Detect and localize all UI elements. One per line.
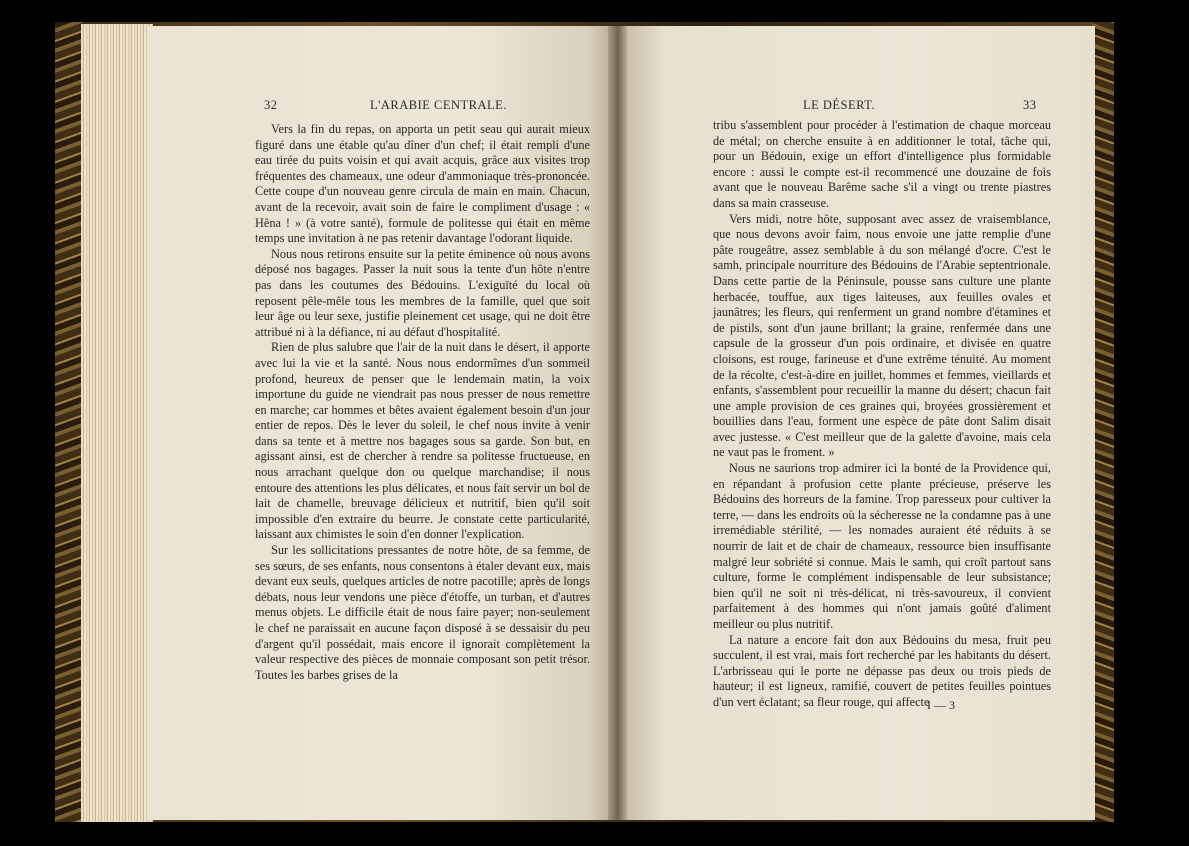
marbled-edge-right (1092, 22, 1114, 822)
right-page-body (713, 118, 1051, 711)
right-paragraph: tribu s'assemblent pour procéder à l'estimation de chaque morceau de métal; on cherche ensuite à en additionner le total, tâche qui, pour un Bédouin, exige un effort d'intelligence plus formidable encore : aussi le compte est-il recommencé une douzaine de fois avant que le nouveau Barême sache s'il a vingt ou trente piastres dans sa main crasseuse. (713, 118, 1051, 210)
left-page-body (255, 122, 590, 683)
right-running-head: LE DÉSERT. (803, 98, 876, 112)
left-page (147, 26, 612, 820)
left-paragraph: Nous nous retirons ensuite sur la petite éminence où nous avons déposé nos bagages. Passer la nuit sous la tente d'un hôte n'entre pas dans les coutumes des Bédouins. L'exiguïté du local où reposent pêle-mêle tous les membres de la famille, quel que soit leur âge ou leur sexe, justifie pleinement cet usage, qui ne doit être attribué ni à la défiance, ni au défaut d'hospitalité. (255, 246, 590, 339)
book-scan (55, 22, 1114, 822)
right-paragraph: La nature a encore fait don aux Bédouins du mesa, fruit peu succulent, il est vrai, mais fort recherché par les habitants du désert. L'arbrisseau qui le porte ne dépasse pas deux ou trois pieds de hauteur; il est ligneux, ramifié, couvert de petites feuilles pointues d'un vert éclatant; sa fleur rouge, qui affecte (713, 632, 1051, 709)
left-paragraph: Sur les sollicitations pressantes de notre hôte, de sa femme, de ses sœurs, de ses enfants, nous consentons à étaler devant eux, mais devant eux seuls, quelques articles de notre pacotille; après de longs débats, nous leur vendons une pièce d'étoffe, un turban, et d'autres menus objets. Le difficile était de nous faire payer; non-seulement le chef ne paraissait en aucune façon disposé à se dessaisir du peu d'argent qu'il possédait, mais encore il ignorait complètement la valeur respective des pièces de monnaie composant son petit trésor. Toutes les barbes grises de la (255, 543, 590, 682)
left-paragraph: Rien de plus salubre que l'air de la nuit dans le désert, il apporte avec lui la vie et la santé. Nous nous endormîmes d'un sommeil profond, heureux de penser que le lendemain matin, la voix importune du guide ne viendrait pas nous presser de nous remettre en marche; car hommes et bêtes avaient également besoin d'un jour entier de repos. Dès le lever du soleil, le chef nous invite à venir dans sa tente et à mettre nos bagages sous sa garde. Son but, en agissant ainsi, est de chercher à rendre sa politesse fructueuse, en nous arrachant quelque don ou quelque marchandise; il nous entoure des attentions les plus délicates, et nous fait servir un bol de lait de chamelle, breuvage délicieux et nutritif, bien qu'il soit impossible d'en extraire du beurre. Je constate cette particularité, laissant aux chimistes le soin d'en donner l'explication. (255, 340, 590, 542)
right-page-number: 33 (1023, 98, 1037, 112)
signature-mark: I — 3 (927, 698, 955, 712)
page-block-edges (81, 24, 153, 822)
right-paragraph: Vers midi, notre hôte, supposant avec assez de vraisemblance, que nous devons avoir faim, nous envoie une jatte remplie d'une pâte rougeâtre, assez semblable à du son mélangé d'ocre. C'est le samh, principale nourriture des Bédouins de l'Arabie septentrionale. Dans cette partie de la Péninsule, pousse sans culture une plante herbacée, touffue, aux tiges laiteuses, aux feuilles ovales et jaunâtres; les fleurs, qui renferment un grand nombre d'étamines et de pistils, sont d'un jaune brillant; la graine, renfermée dans une capsule de la grosseur d'un pois ordinaire, et divisée en quatre cloisons, est rouge, farineuse et d'une extrême ténuité. Au moment de la récolte, c'est-à-dire en juillet, hommes et femmes, vieillards et enfants, s'assemblent pour recueillir la manne du désert; chacun fait une ample provision de ces graines qui, broyées grossièrement et bouillies dans l'eau, forment une espèce de pâte dont Salim disait avec justesse. « C'est meilleur que de la galette d'avoine, mais cela ne vaut pas le froment. » (713, 211, 1051, 460)
right-page (627, 26, 1095, 820)
right-paragraph: Nous ne saurions trop admirer ici la bonté de la Providence qui, en répandant à profusion cette plante précieuse, préserve les Bédouins des horreurs de la famine. Trop paresseux pour cultiver la terre, — dans les endroits où la sécheresse ne la condamne pas à une irremédiable stérilité, — les nomades auraient été réduits à se nourrir de lait et de chair de chameaux, ressource bien insuffisante malgré leur sobriété si connue. Mais le samh, qui croît partout sans culture, forme le complément indispensable de leur subsistance; bien qu'il ne soit ni très-délicat, ni très-savoureux, il convient parfaitement à des hommes qui n'ont jamais goûté d'aliment meilleur ou plus nutritif. (713, 461, 1051, 631)
left-page-number: 32 (264, 98, 278, 112)
left-paragraph: Vers la fin du repas, on apporta un petit seau qui aurait mieux figuré dans une étable qu'au dîner d'un chef; il était rempli d'une eau tirée du puits voisin et qui avait acquis, grâce aux visites trop fréquentes des chameaux, une odeur d'ammoniaque très-prononcée. Cette coupe d'un nouveau genre circula de main en main. Chacun, avant de la recevoir, avait soin de faire le compliment d'usage : « Hêna ! » (à votre santé), formule de politesse qui était en même temps une invitation à ne pas retenir davantage l'odorant liquide. (255, 122, 590, 246)
left-running-head: L'ARABIE CENTRALE. (370, 98, 507, 112)
